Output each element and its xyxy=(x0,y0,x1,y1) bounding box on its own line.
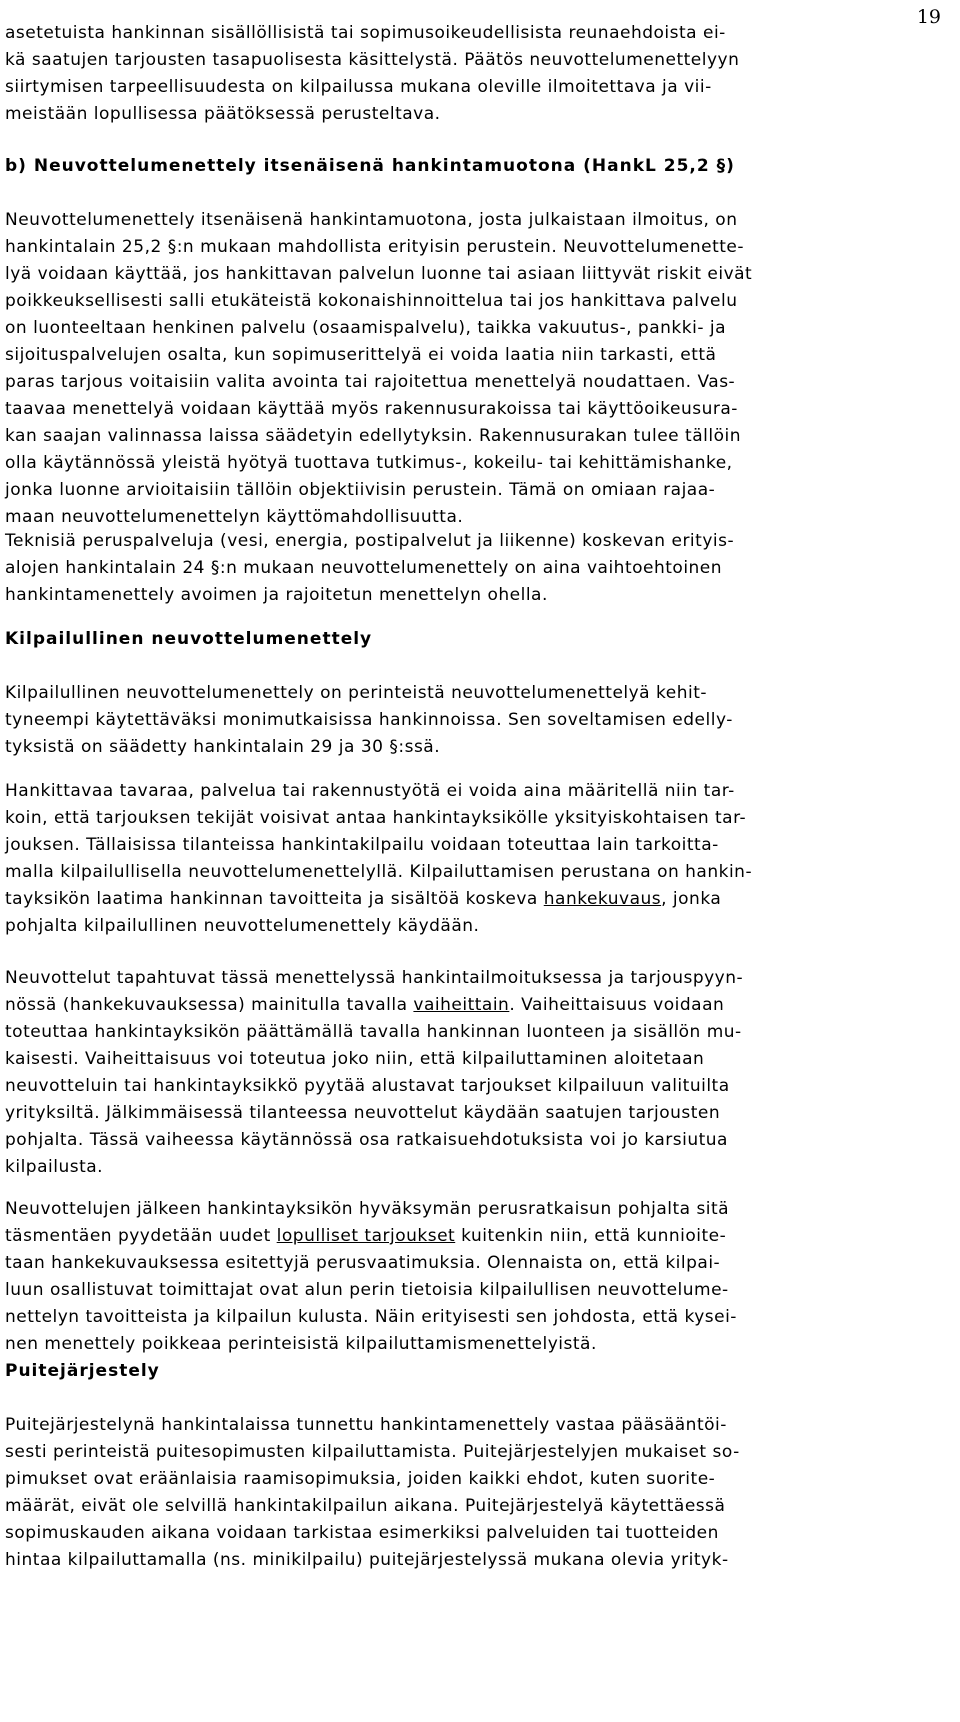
paragraph xyxy=(5,680,733,761)
section-heading: Kilpailullinen neuvottelumenettely xyxy=(5,629,373,649)
paragraph xyxy=(5,1412,740,1574)
text-line: Teknisiä peruspalveluja (vesi, energia, postipalvelut ja liikenne) koskevan erityis- xyxy=(5,531,735,551)
text-line: lyä voidaan käyttää, jos hankittavan palvelun luonne tai asiaan liittyvät riskit eivät xyxy=(5,264,753,284)
paragraph xyxy=(5,528,734,609)
underlined-term: lopulliset tarjoukset xyxy=(276,1226,456,1246)
text-line: taan hankekuvauksessa esitettyjä perusvaatimuksia. Olennaista on, että kilpai- xyxy=(5,1253,721,1273)
text-line: alojen hankintalain 24 §:n mukaan neuvottelumenettely on aina vaihtoehtoinen xyxy=(5,558,723,578)
text-line: pohjalta. Tässä vaiheessa käytännössä osa ratkaisuehdotuksista voi jo karsiutua xyxy=(5,1130,728,1150)
text-line: nen menettely poikkeaa perinteisistä kilpailuttamismenettelyistä. xyxy=(5,1334,597,1354)
page-number: 19 xyxy=(916,6,941,28)
text-line: meistään lopullisessa päätöksessä perusteltava. xyxy=(5,104,441,124)
text-line: paras tarjous voitaisiin valita avointa tai rajoitettua menettelyä noudattaen. Vas- xyxy=(5,372,736,392)
text-line: sopimuskauden aikana voidaan tarkistaa esimerkiksi palveluiden tai tuotteiden xyxy=(5,1523,719,1543)
underlined-term: hankekuvaus xyxy=(543,889,662,909)
paragraph xyxy=(5,20,739,128)
text-line: sijoituspalvelujen osalta, kun sopimuserittelyä ei voida laatia niin tarkasti, että xyxy=(5,345,717,365)
text-line: Puitejärjestelynä hankintalaissa tunnettu hankintamenettely vastaa pääsääntöi- xyxy=(5,1415,727,1435)
text-line: määrät, eivät ole selvillä hankintakilpailun aikana. Puitejärjestelyä käytettäessä xyxy=(5,1496,726,1516)
text-line: luun osallistuvat toimittajat ovat alun perin tietoisia kilpailullisen neuvottelume- xyxy=(5,1280,729,1300)
text-line: Neuvottelujen jälkeen hankintayksikön hyväksymän perusratkaisun pohjalta sitä xyxy=(5,1199,730,1219)
text-line: kan saajan valinnassa laissa säädetyin edellytyksin. Rakennusurakan tulee tällöin xyxy=(5,426,741,446)
text-line: maan neuvottelumenettelyn käyttömahdollisuutta. xyxy=(5,507,464,527)
text-line: poikkeuksellisesti salli etukäteistä kokonaishinnoittelua tai jos hankittava palvelu xyxy=(5,291,738,311)
text-line: täsmentäen pyydetään uudet lopulliset tarjoukset kuitenkin niin, että kunnioite- xyxy=(5,1226,727,1246)
text-line: asetetuista hankinnan sisällöllisistä tai sopimusoikeudellisista reunaehdoista ei- xyxy=(5,23,726,43)
text-line: tyksistä on säädetty hankintalain 29 ja 30 §:ssä. xyxy=(5,737,441,757)
text-line: malla kilpailullisella neuvottelumenettelyllä. Kilpailuttamisen perustana on hankin- xyxy=(5,862,753,882)
text-line: nettelyn tavoitteista ja kilpailun kulusta. Näin erityisesti sen johdosta, että kysei- xyxy=(5,1307,737,1327)
text-line: koin, että tarjouksen tekijät voisivat antaa hankintayksikölle yksityiskohtaisen tar- xyxy=(5,808,747,828)
text-line: tayksikön laatima hankinnan tavoitteita ja sisältöä koskeva hankekuvaus, jonka xyxy=(5,889,722,909)
text-line: siirtymisen tarpeellisuudesta on kilpailussa mukana oleville ilmoitettava ja vii- xyxy=(5,77,712,97)
text-line: yrityksiltä. Jälkimmäisessä tilanteessa neuvottelut käydään saatujen tarjousten xyxy=(5,1103,721,1123)
text-line: taavaa menettelyä voidaan käyttää myös rakennusurakoissa tai käyttöoikeusura- xyxy=(5,399,738,419)
text-line: sesti perinteistä puitesopimusten kilpailuttamista. Puitejärjestelyjen mukaiset so- xyxy=(5,1442,740,1462)
text-line: kä saatujen tarjousten tasapuolisesta käsittelystä. Päätös neuvottelumenettelyyn xyxy=(5,50,740,70)
underlined-term: vaiheittain xyxy=(413,995,510,1015)
paragraph xyxy=(5,965,743,1181)
text-line: tyneempi käytettäväksi monimutkaisissa hankinnoissa. Sen soveltamisen edelly- xyxy=(5,710,733,730)
text-line: nössä (hankekuvauksessa) mainitulla tavalla vaiheittain. Vaiheittaisuus voidaan xyxy=(5,995,725,1015)
section-heading: Puitejärjestely xyxy=(5,1361,160,1381)
paragraph xyxy=(5,207,752,531)
text-line: Neuvottelut tapahtuvat tässä menettelyssä hankintailmoituksessa ja tarjouspyyn- xyxy=(5,968,744,988)
paragraph xyxy=(5,778,752,940)
text-line: olla käytännössä yleistä hyötyä tuottava tutkimus-, kokeilu- tai kehittämishanke, xyxy=(5,453,733,473)
text-line: Kilpailullinen neuvottelumenettely on perinteistä neuvottelumenettelyä kehit- xyxy=(5,683,707,703)
text-line: Hankittavaa tavaraa, palvelua tai rakennustyötä ei voida aina määritellä niin tar- xyxy=(5,781,735,801)
text-line: jonka luonne arvioitaisiin tällöin objektiivisin perustein. Tämä on omiaan rajaa- xyxy=(5,480,716,500)
text-line: hintaa kilpailuttamalla (ns. minikilpailu) puitejärjestelyssä mukana olevia yrityk- xyxy=(5,1550,729,1570)
text-line: hankintalain 25,2 §:n mukaan mahdollista erityisin perustein. Neuvottelumenette- xyxy=(5,237,745,257)
text-line: kaisesti. Vaiheittaisuus voi toteutua joko niin, että kilpailuttaminen aloitetaan xyxy=(5,1049,705,1069)
text-line: jouksen. Tällaisissa tilanteissa hankintakilpailu voidaan toteuttaa lain tarkoitta- xyxy=(5,835,719,855)
text-line: pimukset ovat eräänlaisia raamisopimuksia, joiden kaikki ehdot, kuten suorite- xyxy=(5,1469,716,1489)
text-line: pohjalta kilpailullinen neuvottelumenettely käydään. xyxy=(5,916,480,936)
text-line: kilpailusta. xyxy=(5,1157,104,1177)
text-line: on luonteeltaan henkinen palvelu (osaamispalvelu), taikka vakuutus-, pankki- ja xyxy=(5,318,727,338)
section-heading: b) Neuvottelumenettely itsenäisenä hankintamuotona (HankL 25,2 §) xyxy=(5,156,735,176)
text-line: hankintamenettely avoimen ja rajoitetun menettelyn ohella. xyxy=(5,585,548,605)
paragraph xyxy=(5,1196,737,1358)
text-line: Neuvottelumenettely itsenäisenä hankintamuotona, josta julkaistaan ilmoitus, on xyxy=(5,210,738,230)
text-line: toteuttaa hankintayksikön päättämällä tavalla hankinnan luonteen ja sisällön mu- xyxy=(5,1022,742,1042)
text-line: neuvotteluin tai hankintayksikkö pyytää alustavat tarjoukset kilpailuun valituilta xyxy=(5,1076,730,1096)
